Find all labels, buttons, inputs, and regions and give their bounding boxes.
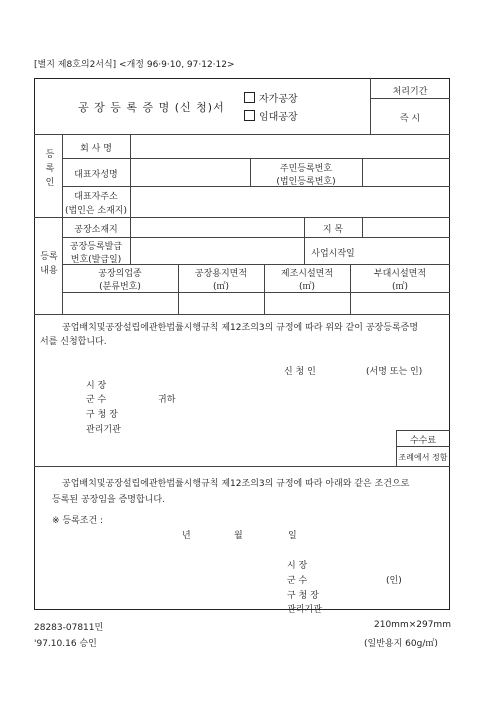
divider (396, 446, 450, 447)
divider (62, 237, 450, 238)
issuer-county: 군 수 (287, 576, 308, 586)
company-name-field[interactable] (132, 136, 448, 156)
certificate-text-line2: 등록된 공장임을 증명합니다. (52, 495, 165, 505)
option-label: 자가공장 (259, 94, 298, 105)
corporate-number-label: (법인등록번호) (276, 177, 336, 187)
recipient-agency: 관리기관 (86, 425, 121, 435)
site-area-unit: (㎡) (212, 282, 230, 292)
mfg-area-unit: (㎡) (298, 282, 316, 292)
issue-number-label: 공장등록발급 (69, 242, 123, 252)
issuer-district: 구 청 장 (287, 591, 319, 601)
divider (362, 158, 363, 186)
checkbox-icon[interactable] (244, 92, 255, 103)
request-text-line1: 공업배치및공장설립에관한법률시행규칙 제12조의3의 규정에 따라 위와 같이 공장등록증명 (62, 323, 419, 333)
issue-date-label: 번호(발급일) (70, 255, 122, 265)
divider (370, 98, 450, 99)
resident-number-label: 주민등록번호 (279, 164, 333, 174)
company-name-label: 회 사 명 (80, 144, 112, 154)
divider (34, 217, 450, 218)
recipient-district: 구 청 장 (86, 410, 118, 420)
option-own-factory[interactable] (244, 90, 298, 105)
divider (62, 292, 450, 293)
type-code-label: (분류번호) (99, 282, 141, 292)
divider (130, 134, 131, 217)
corp-address-label: (법인은 소재지) (64, 206, 128, 216)
divider (34, 314, 450, 315)
mfg-area-label: 제조시설면적 (280, 269, 334, 279)
resident-number-field[interactable] (364, 160, 448, 184)
month-label: 월 (234, 531, 243, 541)
checkbox-icon[interactable] (244, 110, 255, 121)
day-label: 일 (288, 531, 297, 541)
divider (362, 217, 363, 237)
rep-address-field[interactable] (132, 188, 448, 215)
seal-mark: (인) (386, 576, 402, 586)
divider (62, 158, 450, 159)
factory-type-field[interactable] (64, 294, 176, 312)
form-title: 공 장 등 록 증 명 (신 청)서 (78, 101, 225, 114)
issuer-mayor: 시 장 (287, 561, 308, 571)
processing-period-value: 즉 시 (399, 114, 421, 124)
aux-area-label: 부대시설면적 (373, 269, 427, 279)
certificate-text-line1: 공업배치및공장설립에관한법률시행규칙 제12조의3의 규정에 따라 아래와 같은 조건으로 (62, 479, 410, 489)
factory-location-field[interactable] (132, 219, 302, 235)
approval-date: '97.10.16 승인 (34, 639, 97, 649)
issue-number-field[interactable] (132, 239, 302, 262)
applicant-label: 신 청 인 (284, 367, 316, 377)
rep-name-field[interactable] (132, 160, 248, 184)
applicant-section-label: 등 록 인 (45, 150, 55, 188)
rep-address-label: 대표자주소 (74, 192, 118, 202)
registration-conditions-label: ※ 등록조건 : (52, 516, 104, 526)
recipient-county: 군 수 (86, 395, 107, 405)
rep-name-label: 대표자성명 (74, 170, 118, 180)
business-start-label: 사업시작일 (311, 249, 355, 259)
form-reference: [별지 제8호의2서식] <개정 96·9·10, 97·12·12> (34, 60, 235, 70)
registration-section-label: 등록 내용 (40, 252, 58, 276)
aux-area-field[interactable] (352, 294, 448, 312)
honorific: 귀하 (158, 395, 176, 405)
paper-size: 210mm×297mm (374, 620, 451, 630)
processing-period-label: 처리기간 (392, 87, 428, 97)
option-leased-factory[interactable] (244, 108, 298, 123)
factory-location-label: 공장소재지 (74, 225, 118, 235)
aux-area-unit: (㎡) (391, 282, 409, 292)
issuer-agency: 관리기관 (287, 605, 322, 615)
year-label: 년 (182, 531, 191, 541)
document-number: 28283-07811민 (34, 623, 104, 633)
signature-note: (서명 또는 인) (366, 367, 423, 377)
divider (34, 134, 450, 135)
fee-value: 조례에서 정함 (398, 453, 448, 462)
recipient-mayor: 시 장 (86, 381, 107, 391)
land-category-label: 지 목 (322, 225, 344, 235)
site-area-label: 공장용지면적 (194, 269, 248, 279)
business-start-field[interactable] (364, 239, 448, 262)
option-label: 임대공장 (259, 112, 298, 123)
divider (396, 430, 450, 431)
paper-type: (일반용지 60g/㎡) (364, 639, 438, 649)
request-text-line2: 서를 신청합니다. (40, 337, 107, 347)
factory-type-label: 공장의업종 (98, 269, 142, 279)
divider (34, 466, 450, 467)
fee-label: 수수료 (409, 436, 437, 446)
mfg-area-field[interactable] (266, 294, 348, 312)
divider (130, 217, 131, 264)
land-category-field[interactable] (364, 219, 448, 235)
site-area-field[interactable] (180, 294, 262, 312)
